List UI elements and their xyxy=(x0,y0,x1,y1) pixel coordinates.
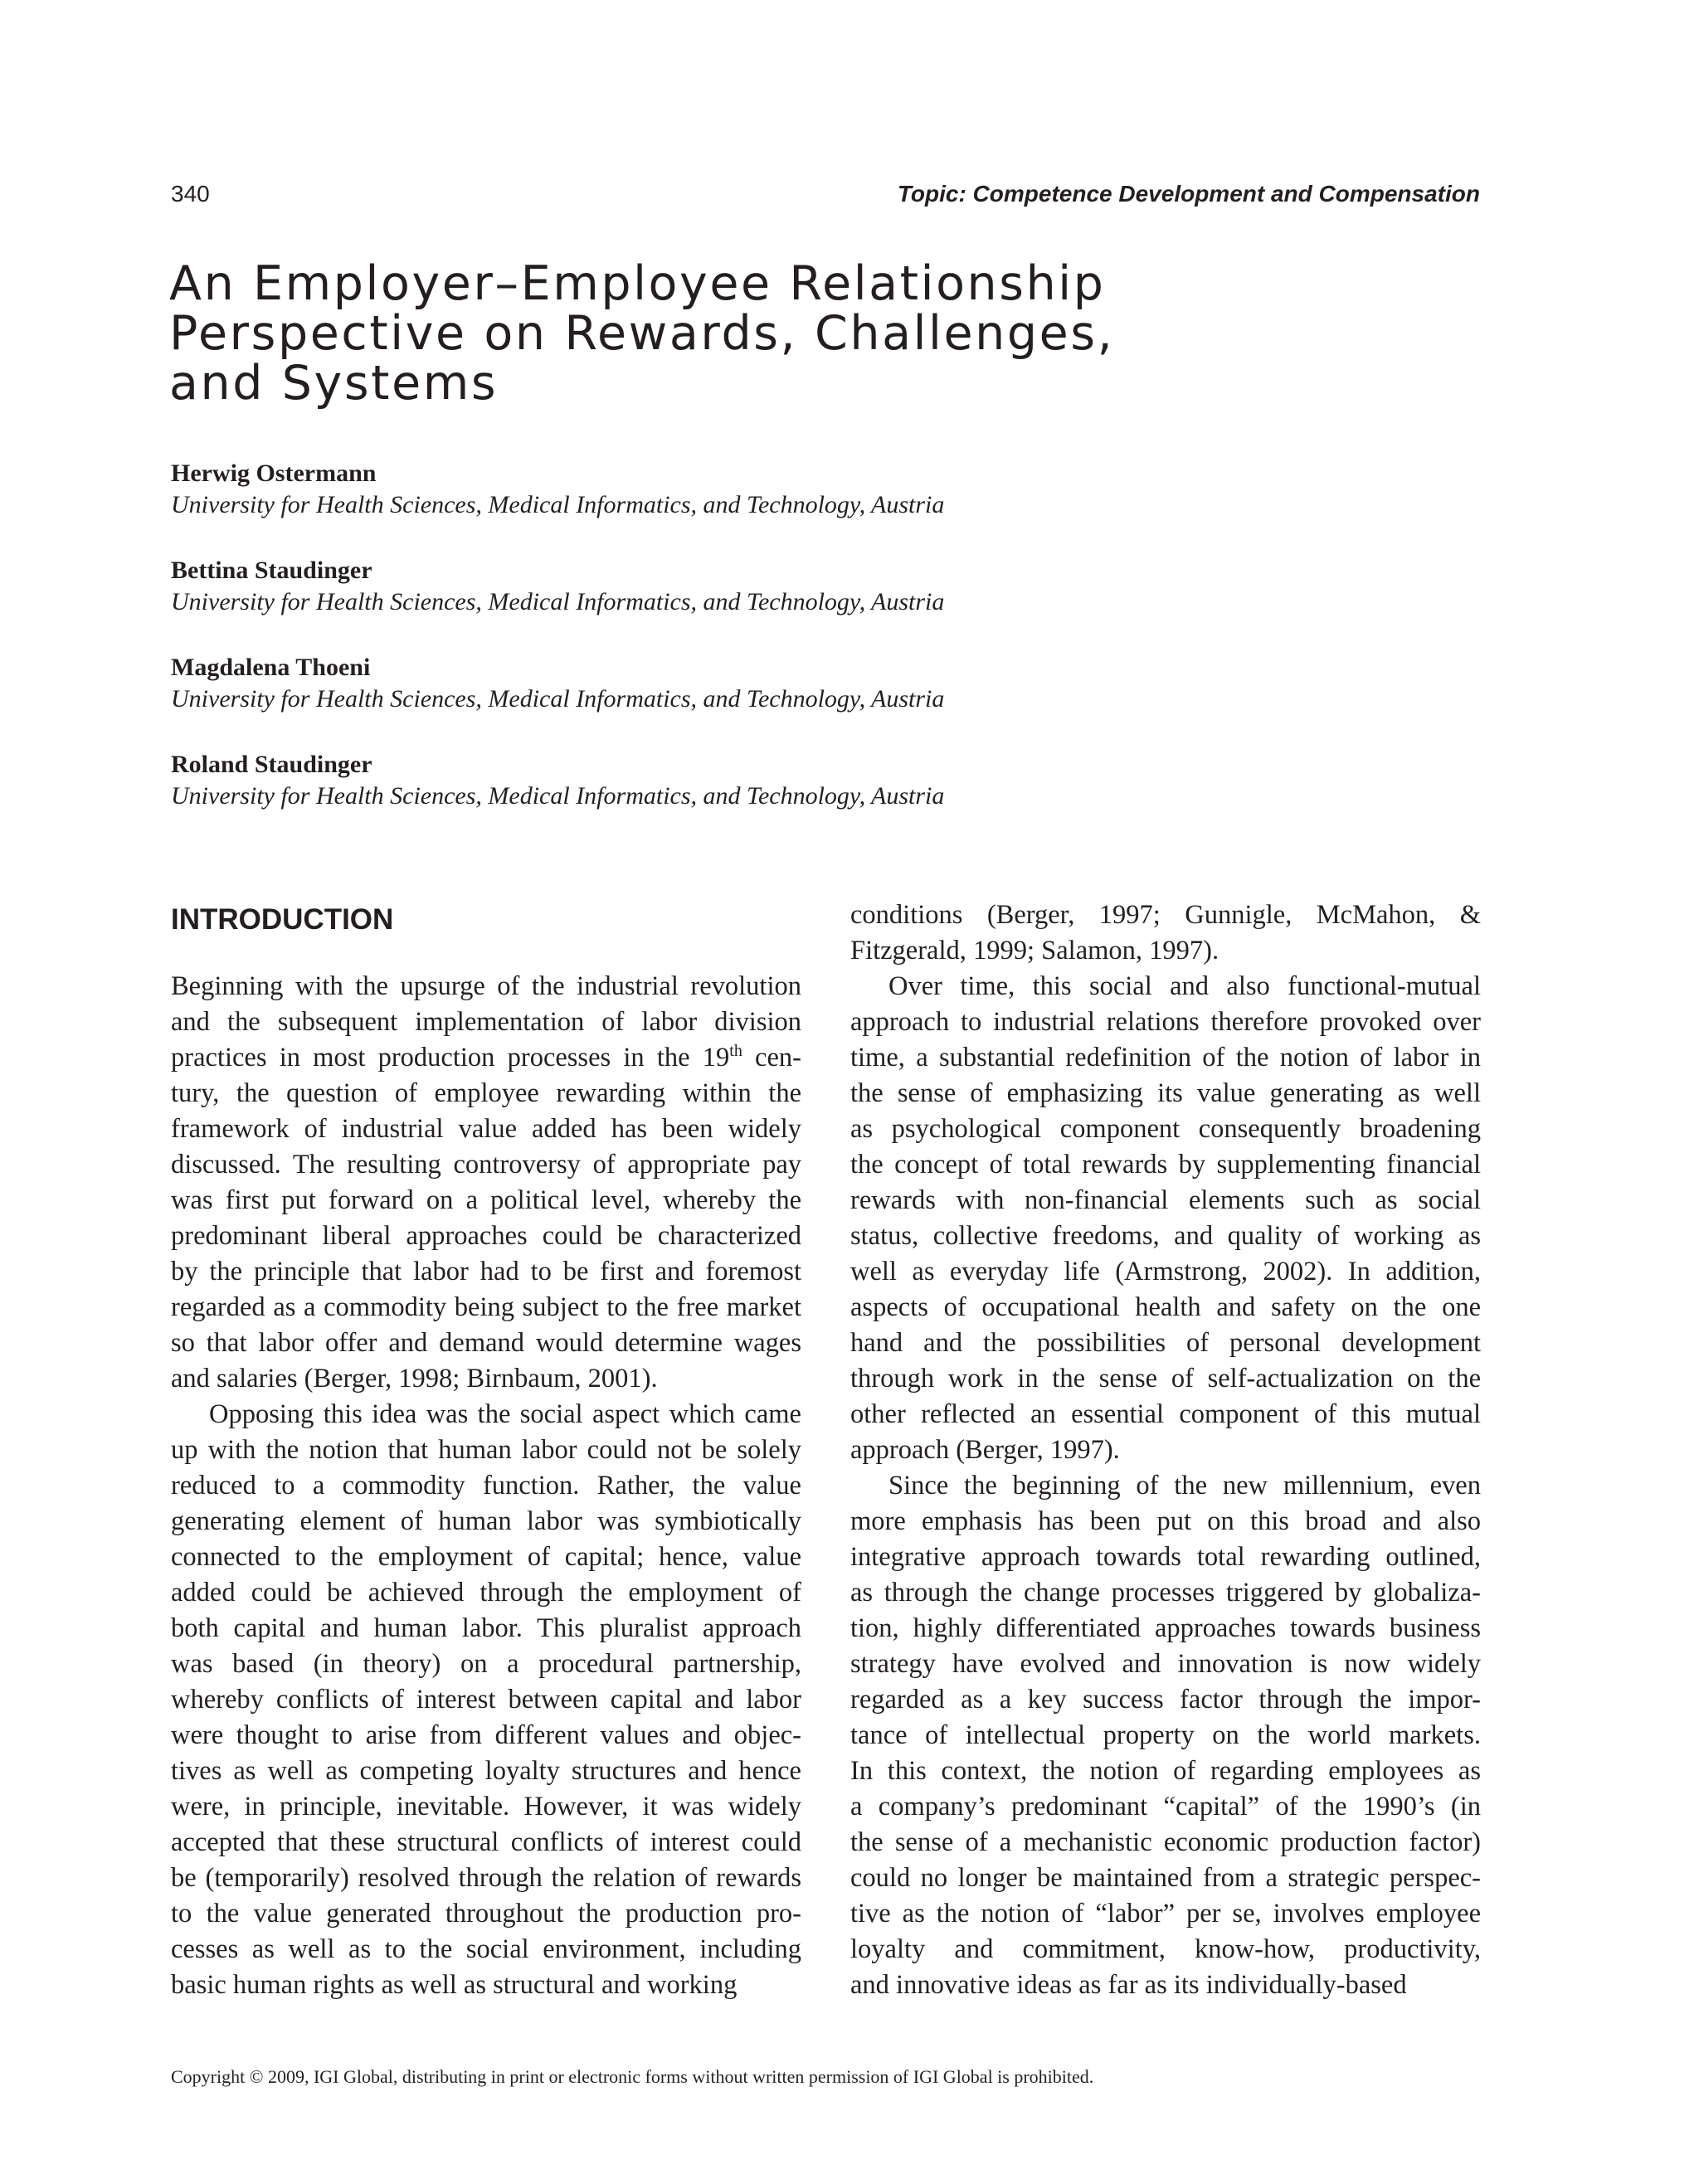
text-line: generating element of human labor was symbiotically xyxy=(171,1506,801,1536)
text-line: were, in principle, inevitable. However, it was widely xyxy=(171,1792,801,1822)
text-line: a company’s predominant “capital” of the 1990’s (in xyxy=(850,1792,1481,1822)
text-line: was based (in theory) on a procedural partnership, xyxy=(171,1649,801,1679)
text-line: the sense of emphasizing its value generating as well xyxy=(850,1078,1481,1108)
section-heading: INTRODUCTION xyxy=(171,903,394,936)
author-affiliation: University for Health Sciences, Medical Informatics, and Technology, Austria xyxy=(171,685,945,713)
text-line: cesses as well as to the social environment, including xyxy=(171,1934,801,1964)
author-name: Herwig Ostermann xyxy=(171,460,377,487)
text-line: Opposing this idea was the social aspect which came xyxy=(209,1399,801,1429)
author-block xyxy=(171,749,1498,846)
text-line: regarded as a key success factor through the impor- xyxy=(850,1685,1481,1715)
author-block xyxy=(171,555,1498,652)
text-line: were thought to arise from different values and objec- xyxy=(171,1720,801,1750)
text-line: conditions (Berger, 1997; Gunnigle, McMahon, & xyxy=(850,900,1481,930)
text-line: aspects of occupational health and safety on the one xyxy=(850,1292,1481,1322)
text-line: the concept of total rewards by supplementing financial xyxy=(850,1150,1481,1180)
text-line: time, a substantial redefinition of the notion of labor in xyxy=(850,1043,1481,1073)
text-line: Since the beginning of the new millennium, even xyxy=(888,1471,1481,1501)
text-line: tives as well as competing loyalty structures and hence xyxy=(171,1756,801,1786)
author-name: Bettina Staudinger xyxy=(171,557,372,584)
text-line: as through the change processes triggered by globaliza- xyxy=(850,1578,1481,1608)
text-line: hand and the possibilities of personal development xyxy=(850,1328,1481,1358)
title-line: An Employer–Employee Relationship xyxy=(169,256,1106,311)
text-line: connected to the employment of capital; hence, value xyxy=(171,1542,801,1572)
text-line: integrative approach towards total rewarding outlined, xyxy=(850,1542,1481,1572)
text-line: well as everyday life (Armstrong, 2002). In addition, xyxy=(850,1257,1481,1287)
title-line: and Systems xyxy=(169,356,499,411)
author-affiliation: University for Health Sciences, Medical Informatics, and Technology, Austria xyxy=(171,782,945,810)
author-list xyxy=(171,458,1498,846)
running-head: Topic: Competence Development and Compensation xyxy=(897,181,1480,207)
author-name: Magdalena Thoeni xyxy=(171,654,371,681)
text-line: Beginning with the upsurge of the industrial revolution xyxy=(171,971,801,1001)
text-line: practices in most production processes in the 19th cen- xyxy=(171,1042,801,1073)
text-line: by the principle that labor had to be first and foremost xyxy=(171,1257,801,1287)
text-line: both capital and human labor. This pluralist approach xyxy=(171,1613,801,1643)
text-line: as psychological component consequently broadening xyxy=(850,1114,1481,1144)
text-line: and the subsequent implementation of labor division xyxy=(171,1007,801,1037)
author-block xyxy=(171,652,1498,749)
text-line: Over time, this social and also functional-mutual xyxy=(888,971,1481,1001)
text-line: reduced to a commodity function. Rather, the value xyxy=(171,1471,801,1501)
paragraph xyxy=(850,969,1481,1468)
page-number: 340 xyxy=(171,181,210,207)
paragraph xyxy=(850,897,1481,969)
text-line: framework of industrial value added has been widely xyxy=(171,1114,801,1144)
text-line: predominant liberal approaches could be characterized xyxy=(171,1221,801,1251)
text-line: other reflected an essential component of this mutual xyxy=(850,1399,1481,1429)
text-line: tion, highly differentiated approaches towards business xyxy=(850,1613,1481,1643)
text-line: more emphasis has been put on this broad and also xyxy=(850,1506,1481,1536)
title-line: Perspective on Rewards, Challenges, xyxy=(169,306,1115,361)
text-line: the sense of a mechanistic economic production factor) xyxy=(850,1827,1481,1857)
text-line: through work in the sense of self-actualization on the xyxy=(850,1364,1481,1394)
author-name: Roland Staudinger xyxy=(171,751,372,778)
paragraph xyxy=(171,1397,801,2003)
text-line: approach (Berger, 1997). xyxy=(850,1435,1120,1465)
text-line: tive as the notion of “labor” per se, involves employee xyxy=(850,1899,1481,1929)
text-line: strategy have evolved and innovation is now widely xyxy=(850,1649,1481,1679)
text-line: approach to industrial relations therefore provoked over xyxy=(850,1007,1481,1037)
text-line: Fitzgerald, 1999; Salamon, 1997). xyxy=(850,936,1219,966)
right-column xyxy=(850,897,1481,2003)
author-affiliation: University for Health Sciences, Medical Informatics, and Technology, Austria xyxy=(171,588,945,615)
copyright-footer: Copyright © 2009, IGI Global, distributing in print or electronic forms without written permission of IGI Global is prohibited. xyxy=(171,2066,1094,2087)
text-line: status, collective freedoms, and quality of working as xyxy=(850,1221,1481,1251)
text-line: loyalty and commitment, know-how, productivity, xyxy=(850,1934,1481,1964)
paper-title xyxy=(169,256,1414,411)
text-line: and salaries (Berger, 1998; Birnbaum, 2001). xyxy=(171,1364,658,1394)
text-line: was first put forward on a political level, whereby the xyxy=(171,1185,801,1215)
text-line: be (temporarily) resolved through the relation of rewards xyxy=(171,1863,801,1893)
text-line: tance of intellectual property on the world markets. xyxy=(850,1720,1481,1750)
text-line: accepted that these structural conflicts of interest could xyxy=(171,1827,801,1857)
text-line: whereby conflicts of interest between capital and labor xyxy=(171,1685,801,1715)
text-line: regarded as a commodity being subject to the free market xyxy=(171,1292,801,1322)
text-line: basic human rights as well as structural and working xyxy=(171,1970,738,2000)
text-line: added could be achieved through the employment of xyxy=(171,1578,801,1608)
text-line: tury, the question of employee rewarding within the xyxy=(171,1078,801,1108)
paragraph xyxy=(850,1468,1481,2003)
text-line: up with the notion that human labor could not be solely xyxy=(171,1435,801,1465)
text-line: to the value generated throughout the production pro- xyxy=(171,1899,801,1929)
text-line: rewards with non-financial elements such as social xyxy=(850,1185,1481,1215)
text-line: and innovative ideas as far as its individually-based xyxy=(850,1970,1407,2000)
author-block xyxy=(171,458,1498,555)
text-line: could no longer be maintained from a strategic perspec- xyxy=(850,1863,1481,1893)
text-line: discussed. The resulting controversy of appropriate pay xyxy=(171,1150,801,1180)
text-line: In this context, the notion of regarding employees as xyxy=(850,1756,1481,1786)
paragraph xyxy=(171,969,801,1397)
text-line: so that labor offer and demand would determine wages xyxy=(171,1328,801,1358)
author-affiliation: University for Health Sciences, Medical Informatics, and Technology, Austria xyxy=(171,491,945,518)
left-column xyxy=(171,896,801,2003)
